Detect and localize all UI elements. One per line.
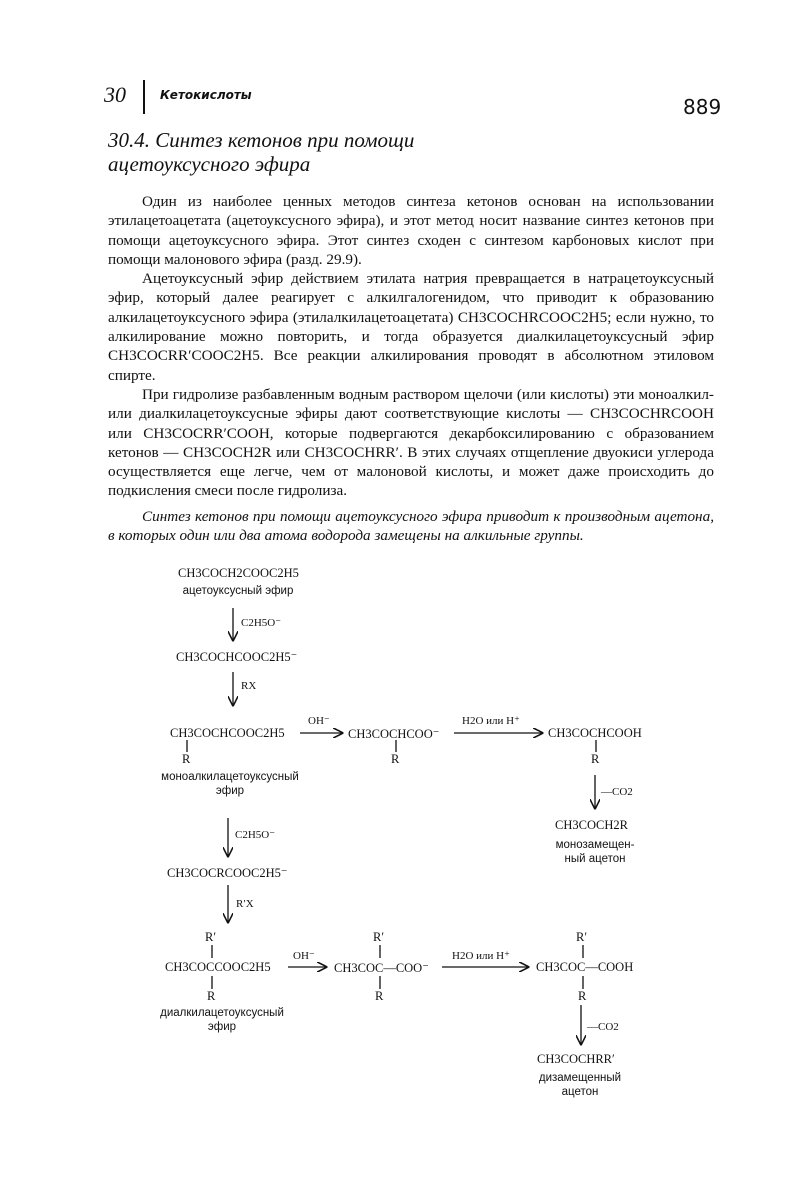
mono-ester-r: R <box>182 752 191 766</box>
di-ketone-name-line2: ацетон <box>561 1086 599 1098</box>
reagent-rx: RX <box>241 680 257 692</box>
mono-ketone-name <box>540 838 650 866</box>
di-ketone: CH3COCHRR′ <box>537 1052 615 1066</box>
reagent-acid-2: H2O или H⁺ <box>452 950 510 962</box>
di-anion-rprime: R′ <box>373 930 385 944</box>
enolate-2: CH3COCRCOOC2H5⁻ <box>167 866 288 880</box>
di-acid: CH3COC—COOH <box>536 960 634 974</box>
di-ester-name-line2: эфир <box>207 1021 237 1033</box>
mono-ester: CH3COCHCOOC2H5 <box>170 726 285 740</box>
mono-ester-name <box>140 770 320 798</box>
reagent-rprime-x: R′X <box>236 898 254 910</box>
di-anion: CH3COC—COO⁻ <box>334 961 429 975</box>
di-acid-rprime: R′ <box>576 930 588 944</box>
mono-ester-name-line2: эфир <box>215 785 245 797</box>
reagent-acid-1: H2O или H⁺ <box>462 715 520 727</box>
di-acid-r: R <box>578 989 587 1003</box>
mono-acid: CH3COCHCOOH <box>548 726 642 740</box>
co2-loss-2: —CO2 <box>587 1021 619 1033</box>
mono-anion: CH3COCHCOO⁻ <box>348 727 440 741</box>
section-title-line1: 30.4. Синтез кетонов при помощи <box>108 128 415 152</box>
chapter-title: Кетокислоты <box>160 88 252 102</box>
reagent-ethoxide-2: C2H5O⁻ <box>235 829 276 841</box>
section-title-line2: ацетоуксусного эфира <box>108 152 311 176</box>
paragraph-1: Один из наиболее ценных методов синтеза кетонов основан на использовании этилацетоацетата (ацетоуксусного эфира), и этот метод носит название синтез кетонов при помощи ацетоуксусного эфира. Этот синтез сходен с синтезом карбоновых кислот при помощи малонового эфира (разд. 29.9). <box>108 193 714 268</box>
page-number: 889 <box>683 95 722 119</box>
summary-paragraph: Синтез кетонов при помощи ацетоуксусного эфира приводит к производным ацетона, в которых один или два атома водорода замещены на алкильные группы. <box>108 508 714 545</box>
di-ester-rprime: R′ <box>205 930 217 944</box>
mono-ketone-name-line1: монозамещен- <box>555 839 635 851</box>
di-ester: CH3COCCOOC2H5 <box>165 960 271 974</box>
di-ketone-name-line1: дизамещенный <box>538 1072 622 1084</box>
reagent-oh-2: OH⁻ <box>293 950 315 962</box>
mono-anion-r: R <box>391 752 400 766</box>
enolate-1: CH3COCHCOOC2H5⁻ <box>176 650 298 664</box>
di-ketone-name <box>525 1071 635 1099</box>
paragraph-2: Ацетоуксусный эфир действием этилата натрия превращается в натрацетоуксусный эфир, который далее реагирует с алкилгалогенидом, что приводит к образованию алкилацетоуксусного эфира (этилалкилацетоацетата) CH3COCHRCOOC2H5; если нужно, то алкилирование можно повторить, и тогда образуется диалкилацетоуксусный эфир CH3COCRR′COOC2H5. Все реакции алкилирования проводят в абсолютном этиловом спирте. <box>108 270 714 384</box>
paragraph-3: При гидролизе разбавленным водным раствором щелочи (или кислоты) эти моноалкил- или диалкилацетоуксусные эфиры дают соответствующие кислоты — CH3COCHRCOOH или CH3COCRR′COOH, которые подвергаются декарбоксилированию с образованием кетонов — CH3COCH2R или CH3COCHRR′. В этих случаях отщепление двуокиси углерода осуществляется еще легче, чем от малоновой кислоты, и может даже происходить до подкисления смеси после гидролиза. <box>108 385 714 500</box>
mono-ester-name-line1: моноалкилацетоуксусный <box>161 771 299 783</box>
reagent-oh-1: OH⁻ <box>308 715 330 727</box>
di-ester-name <box>132 1006 312 1034</box>
mono-acid-r: R <box>591 752 600 766</box>
di-ester-r: R <box>207 989 216 1003</box>
chapter-number: 30 <box>104 82 126 107</box>
reagent-ethoxide-1: C2H5O⁻ <box>241 617 282 629</box>
di-ester-name-line1: диалкилацетоуксусный <box>160 1007 284 1019</box>
mono-ketone: CH3COCH2R <box>555 818 628 832</box>
di-anion-r: R <box>375 989 384 1003</box>
co2-loss-1: —CO2 <box>601 786 633 798</box>
start-formula: CH3COCH2COOC2H5 <box>178 566 299 580</box>
mono-ketone-name-line2: ный ацетон <box>564 853 626 865</box>
start-name: ацетоуксусный эфир <box>182 585 294 597</box>
